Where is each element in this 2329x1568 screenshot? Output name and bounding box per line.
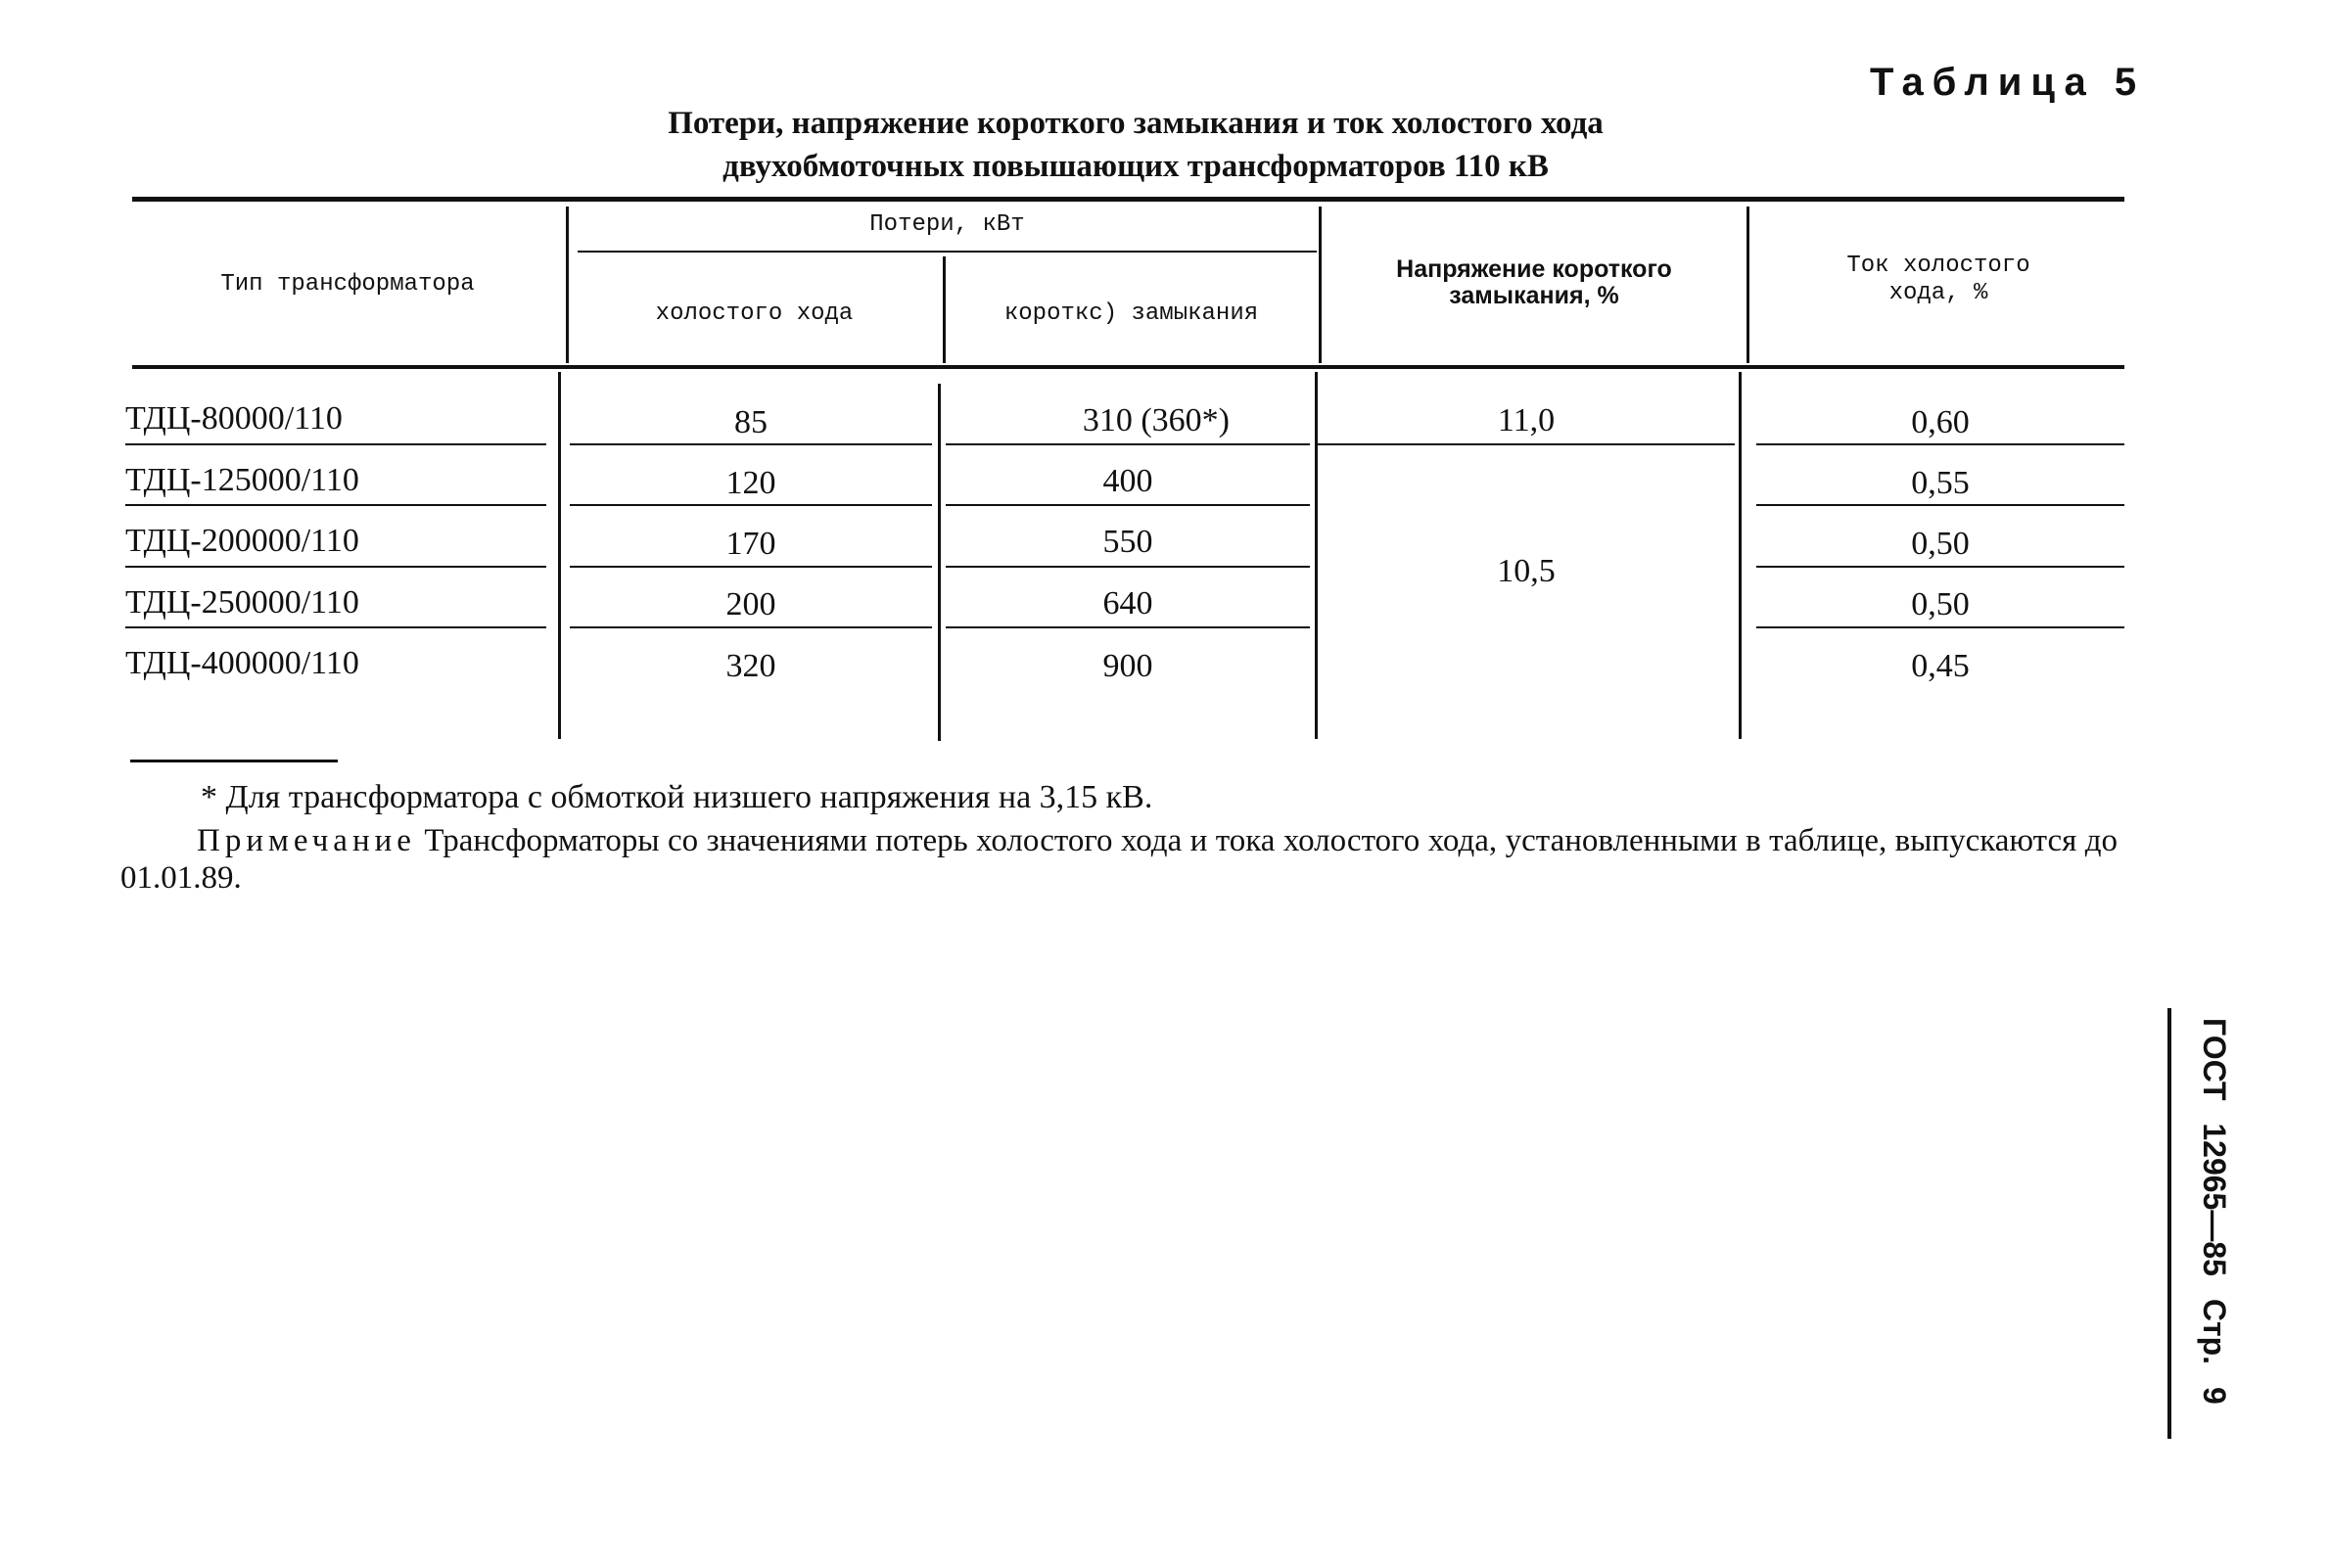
row-3-rule-type bbox=[125, 566, 546, 568]
body-col-divider-2 bbox=[938, 384, 941, 741]
table-row-3-short-circuit: 550 bbox=[1102, 524, 1153, 560]
header-transformer-type: Тип трансформатора bbox=[220, 271, 475, 298]
table-row-5-type: ТДЦ-400000/110 bbox=[125, 645, 359, 681]
header-no-load-current-line-2: хода, % bbox=[1888, 280, 1988, 306]
table-row-3-no-load: 170 bbox=[725, 526, 776, 562]
header-short-circuit-voltage-line-2: замыкания, % bbox=[1449, 282, 1619, 309]
table-top-rule bbox=[132, 197, 2124, 202]
table-row-1-current: 0,60 bbox=[1911, 404, 1970, 440]
row-1-rule-voltage bbox=[1318, 443, 1735, 445]
table-number: Таблица 5 bbox=[1870, 61, 2146, 104]
footnote: * Для трансформатора с обмоткой низшего напряжения на 3,15 кВ. bbox=[201, 779, 1153, 815]
row-3-rule-current bbox=[1756, 566, 2124, 568]
header-short-circuit-losses: короткс) замыкания bbox=[1003, 300, 1259, 327]
row-2-rule-no-load bbox=[570, 504, 932, 506]
note-label: Примечание bbox=[197, 823, 416, 858]
table-row-1-voltage: 11,0 bbox=[1497, 402, 1556, 438]
table-caption-line-1: Потери, напряжение короткого замыкания и ток холостого хода bbox=[668, 106, 1604, 141]
table-row-2-type: ТДЦ-125000/110 bbox=[125, 462, 359, 498]
table-row-3-type: ТДЦ-200000/110 bbox=[125, 523, 359, 559]
row-1-rule-current bbox=[1756, 443, 2124, 445]
table-row-3-current: 0,50 bbox=[1911, 526, 1970, 562]
side-label-rule bbox=[2167, 1008, 2171, 1439]
header-col-divider-2 bbox=[943, 256, 946, 363]
row-2-rule-current bbox=[1756, 504, 2124, 506]
table-row-5-no-load: 320 bbox=[725, 648, 776, 684]
body-col-divider-4 bbox=[1739, 372, 1742, 739]
row-1-rule-short-circuit bbox=[946, 443, 1310, 445]
table-row-1-no-load: 85 bbox=[734, 404, 768, 440]
table-row-4-current: 0,50 bbox=[1911, 586, 1970, 623]
table-row-4-short-circuit: 640 bbox=[1102, 585, 1153, 622]
table-row-4-no-load: 200 bbox=[725, 586, 776, 623]
table-row-2-no-load: 120 bbox=[725, 465, 776, 501]
row-3-rule-short-circuit bbox=[946, 566, 1310, 568]
page-side-label: ГОСТ 12965—85 Стр. 9 bbox=[2197, 1018, 2232, 1405]
row-2-rule-type bbox=[125, 504, 546, 506]
footnote-rule bbox=[130, 760, 338, 762]
header-col-divider-4 bbox=[1747, 207, 1749, 363]
row-1-rule-type bbox=[125, 443, 546, 445]
table-row-1-type: ТДЦ-80000/110 bbox=[125, 400, 343, 437]
row-1-rule-no-load bbox=[570, 443, 932, 445]
body-col-divider-1 bbox=[558, 372, 561, 739]
header-bottom-rule bbox=[132, 365, 2124, 369]
table-row-2-current: 0,55 bbox=[1911, 465, 1970, 501]
table-row-5-current: 0,45 bbox=[1911, 648, 1970, 684]
row-2-rule-short-circuit bbox=[946, 504, 1310, 506]
table-row-1-short-circuit: 310 (360*) bbox=[1082, 402, 1230, 438]
table-merged-voltage: 10,5 bbox=[1497, 553, 1556, 589]
header-col-divider-3 bbox=[1319, 207, 1322, 363]
table-row-2-short-circuit: 400 bbox=[1102, 463, 1153, 499]
header-losses: Потери, кВт bbox=[869, 211, 1025, 238]
header-col-divider-1 bbox=[566, 207, 569, 363]
note-text: Трансформаторы со значениями потерь холостого хода и тока холостого хода, установленными в таблице, выпускаются до 01.01.89. bbox=[120, 823, 2118, 896]
header-short-circuit-voltage-line-1: Напряжение короткого bbox=[1396, 255, 1672, 283]
table-row-5-short-circuit: 900 bbox=[1102, 648, 1153, 684]
losses-header-rule bbox=[578, 251, 1317, 253]
table-caption-line-2: двухобмоточных повышающих трансформаторов 110 кВ bbox=[722, 149, 1549, 184]
row-4-rule-no-load bbox=[570, 626, 932, 628]
row-4-rule-current bbox=[1756, 626, 2124, 628]
row-3-rule-no-load bbox=[570, 566, 932, 568]
header-no-load-losses: холостого хода bbox=[655, 300, 854, 327]
table-row-4-type: ТДЦ-250000/110 bbox=[125, 584, 359, 621]
row-4-rule-type bbox=[125, 626, 546, 628]
note-paragraph bbox=[120, 822, 2118, 897]
row-4-rule-short-circuit bbox=[946, 626, 1310, 628]
header-no-load-current-line-1: Ток холостого bbox=[1846, 253, 2030, 279]
